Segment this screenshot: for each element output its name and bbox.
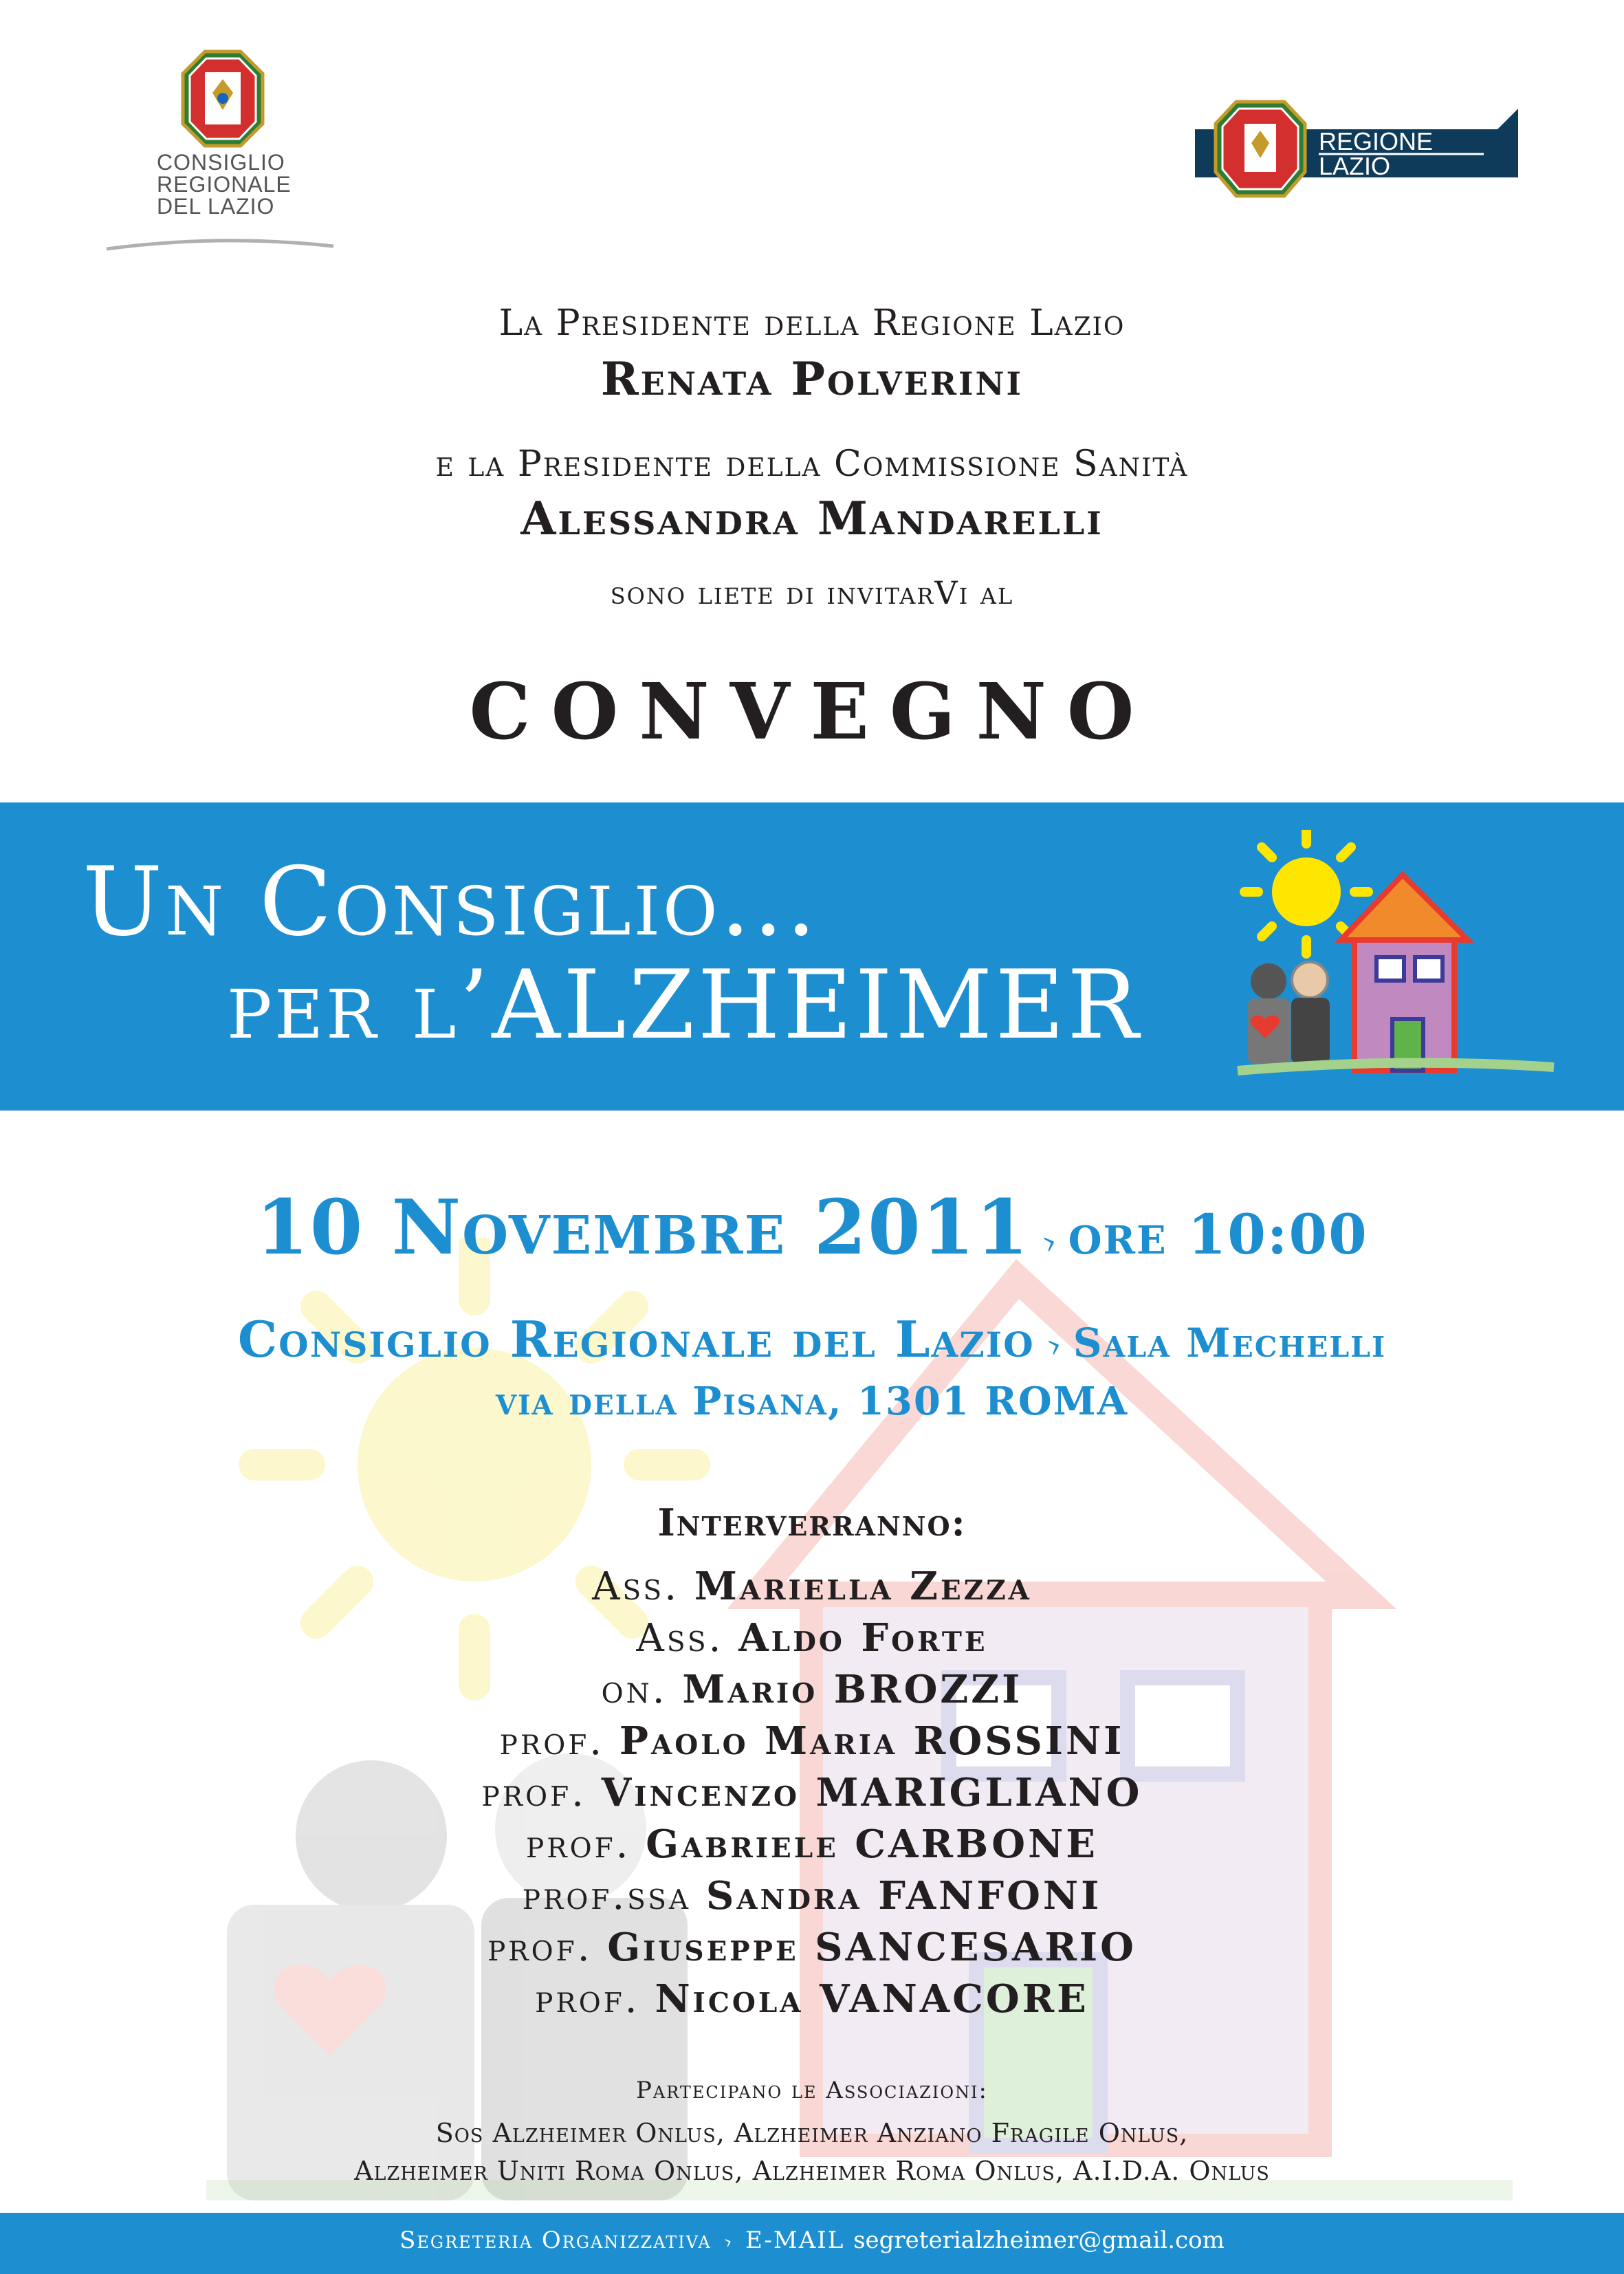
venue-room: Sala Mechelli (1073, 1320, 1387, 1366)
event-date: 10 Novembre 2011 (256, 1183, 1030, 1271)
logo-swoosh (103, 234, 337, 254)
associations-line-1: Sos Alzheimer Onlus, Alzheimer Anziano Fragile Onlus, (435, 2118, 1189, 2148)
speakers-heading: Interverranno: (657, 1500, 967, 1544)
president-name: Renata Polverini (600, 352, 1024, 406)
elderly-couple-icon (1248, 962, 1330, 1064)
invitation-text: sono liete di invitarVi al (610, 574, 1014, 611)
separator-icon: › (720, 2229, 737, 2254)
house-icon (1341, 875, 1468, 1071)
event-venue (0, 1310, 1624, 1368)
banner-title-line-2: per l’ALZHEIMER (227, 950, 1141, 1060)
logo-right-line-1: REGIONE (1319, 127, 1434, 155)
footer-bar (0, 2213, 1624, 2274)
logo-left-line-2: REGIONALE (157, 172, 292, 197)
speaker-item: prof. Vincenzo MARIGLIANO (481, 1770, 1143, 1815)
alzheimer-illustration (1196, 830, 1568, 1091)
commission-title: e la Presidente della Commissione Sanità (435, 444, 1189, 485)
logo-left-line-1: CONSIGLIO (157, 150, 285, 175)
commission-president-name: Alessandra Mandarelli (520, 492, 1104, 545)
president-title: La Presidente della Regione Lazio (498, 303, 1126, 344)
speaker-item: on. Mario BROZZI (601, 1667, 1023, 1712)
speakers-list (0, 1561, 1624, 2025)
regione-lazio-logo (1195, 96, 1525, 206)
separator-icon: › (1035, 1221, 1063, 1263)
event-datetime (0, 1183, 1624, 1271)
event-type-heading: CONVEGNO (469, 667, 1155, 757)
consiglio-emblem-icon (103, 48, 337, 151)
speaker-item: Ass. Mariella Zezza (592, 1564, 1032, 1609)
speaker-item: prof.ssa Sandra FANFONI (522, 1873, 1102, 1918)
venue-name: Consiglio Regionale del Lazio (237, 1310, 1035, 1368)
logo-left-line-3: DEL LAZIO (157, 194, 275, 219)
banner-title-line-1: Un Consiglio... (83, 846, 820, 957)
footer-email-link[interactable]: segreterialzheimer@gmail.com (853, 2227, 1225, 2254)
footer-email-label: E-MAIL (745, 2227, 845, 2254)
footer-label: Segreteria Organizzativa (399, 2227, 712, 2254)
speaker-item: prof. Nicola VANACORE (535, 1976, 1089, 2022)
regione-lazio-emblem-icon (1195, 96, 1525, 206)
title-banner (0, 802, 1624, 1111)
associations-line-2: Alzheimer Uniti Roma Onlus, Alzheimer Roma Onlus, A.I.D.A. Onlus (354, 2156, 1270, 2186)
venue-address: via della Pisana, 1301 ROMA (495, 1379, 1129, 1424)
associations-heading: Partecipano le Associazioni: (636, 2077, 988, 2104)
event-time: ore 10:00 (1068, 1202, 1368, 1267)
logo-right-line-2: LAZIO (1319, 152, 1391, 180)
separator-icon: › (1040, 1324, 1068, 1366)
speaker-item: prof. Gabriele CARBONE (526, 1822, 1098, 1867)
speaker-item: Ass. Aldo Forte (636, 1615, 988, 1661)
speaker-item: prof. Giuseppe SANCESARIO (487, 1925, 1137, 1970)
speaker-item: prof. Paolo Maria ROSSINI (499, 1718, 1125, 1764)
footer-contact (0, 2227, 1624, 2254)
consiglio-regionale-logo (103, 48, 337, 254)
